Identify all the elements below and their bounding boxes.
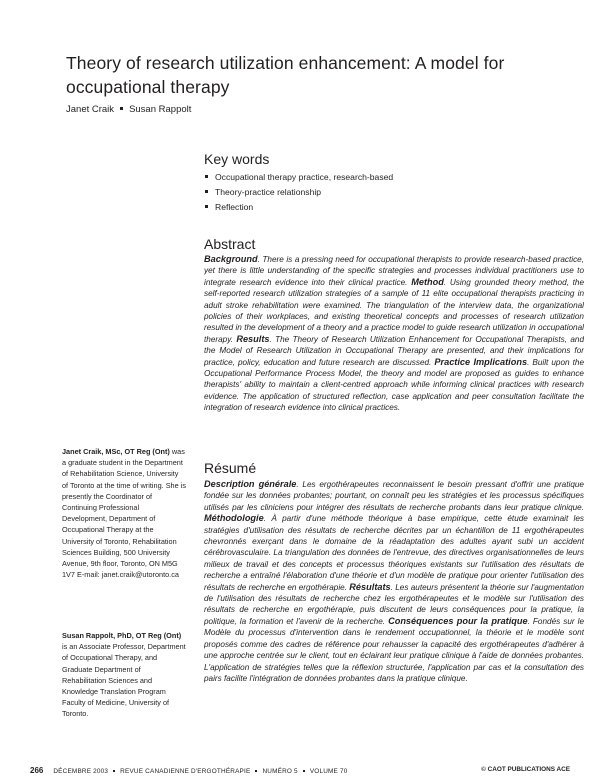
results-text: . The Theory of Research Utilization Enhancement for Occupational Therapists, and the Model of Research Utilization in Occupational Therapy are presented, and their implications for practice, policy, education and future research are discussed. bbox=[204, 334, 584, 367]
background-label: Background bbox=[204, 254, 258, 264]
resultats-text: . Les auteurs présentent la théorie sur l'augmentation de l'utilisation des résultats de recherche chez les ergothérapeutes et le modèle sur l'utilisation des résultats de recherche en ergothérapie, puis discutent de leurs conséquences pour la pratique, la politique, la formation et l'avenir de la recherche. bbox=[204, 582, 584, 626]
methodologie-text: . À partir d'une méthode théorique à base empirique, cette étude examinait les stratégies d'utilisation des résultats de recherche décrites par un échantillon de 11 ergothérapeutes chevronnés exerçant dans le domaine de la réadaptation des adultes ayant subi un accident cérébrovasculaire. La triangulation des données de l'entrevue, des directives organisationnelles de leurs milieux de travail et des concepts et processus théoriques existants sur l'utilisation des résultats de recherche a entraîné l'élaboration d'une théorie et d'un modèle de pratique pour orienter l'utilisation des résultats de recherche en ergothérapie. bbox=[204, 514, 584, 592]
footer-issue: NUMÉRO 5 bbox=[262, 768, 298, 775]
keywords-heading: Key words bbox=[204, 151, 270, 167]
bio-text: was a graduate student in the Department of Rehabilitation Science, University of Toronto at the time of writing. She is presently the Coordinator of Continuing Professional Development, Department of Occupational Therapy at the University of Toronto, Rehabilitation Sciences Building, 500 University Avenue, 9th floor, Toronto, ON M5G 1V7 E-mail: janet.craik@utoronto.ca bbox=[62, 447, 186, 580]
results-label: Results bbox=[236, 333, 270, 344]
resume-paragraph bbox=[204, 479, 584, 755]
footer-journal: REVUE CANADIENNE D'ERGOTHÉRAPIE bbox=[120, 768, 251, 775]
separator-square-icon bbox=[303, 770, 305, 772]
page-footer bbox=[30, 766, 570, 775]
keyword-item: Theory-practice relationship bbox=[204, 186, 393, 201]
description-label: Description générale bbox=[204, 479, 297, 489]
practice-implications-label: Practice Implications bbox=[434, 356, 528, 367]
separator-square-icon bbox=[120, 107, 123, 110]
method-text: . Using grounded theory method, the self-reported research utilization strategies of a sample of 11 elite occupational therapists practicing in adult stroke rehabilitation were examined. The triangulation of the interview data, the organizational policies of their workplaces, and existing theoretical concepts and processes of research utilization resulted in the development of a theory and a practice model to guide research utilization in occupational therapy. bbox=[204, 277, 584, 344]
footer-copyright: © CAOT PUBLICATIONS ACE bbox=[481, 766, 570, 773]
footer-volume: VOLUME 70 bbox=[309, 768, 348, 775]
keywords-list bbox=[204, 171, 393, 216]
background-text: . There is a pressing need for occupational therapists to provide research-based practice, yet there is little understanding of the specific strategies and processes individual practitioners use to integrate research evidence into their clinical practice. bbox=[204, 255, 584, 287]
methodologie-label: Méthodologie bbox=[204, 513, 264, 524]
article-title: Theory of research utilization enhancement: A model for occupational therapy bbox=[66, 53, 505, 97]
keyword-item: Reflection bbox=[204, 201, 393, 216]
author-bio-rappolt bbox=[62, 630, 186, 720]
consequences-text: . Fondés sur le Modèle du processus d'intervention dans le rendement occupationnel, la théorie et le modèle sont proposés comme des cadres de référence pour rehausser la capacité des ergothérapeutes d'adhérer à une approche centrée sur le client, tout en éclairant leur pratique clinique à l'aide de données probantes. L'application de stratégies telles que la réflexion structurée, l'application par cas et la consultation des pairs facilite l'intégration de données probantes dans la pratique clinique. bbox=[204, 616, 584, 683]
method-label: Method bbox=[411, 276, 444, 287]
author-name: Janet Craik bbox=[66, 104, 115, 115]
bio-name: Susan Rappolt, PhD, OT Reg (Ont) bbox=[62, 631, 182, 640]
author-line bbox=[66, 104, 191, 115]
description-text: . Les ergothérapeutes reconnaissent le besoin pressant d'offrir une pratique fondée sur les données probantes; pourtant, on connaît peu les stratégies et les processus spécifiques utilisés par les cliniciens pour intégrer des résultats de recherche probants dans leur pratique clinique. bbox=[204, 480, 584, 512]
author-name: Susan Rappolt bbox=[129, 104, 192, 115]
bio-name: Janet Craik, MSc, OT Reg (Ont) bbox=[62, 447, 170, 456]
footer-date: DÉCEMBRE 2003 bbox=[53, 768, 109, 775]
author-bio-craik bbox=[62, 446, 186, 580]
bio-text: is an Associate Professor, Department of Occupational Therapy, and Graduate Department of Rehabilitation Sciences and Knowledge Translation Program Faculty of Medicine, University of Toronto. bbox=[62, 642, 186, 719]
resultats-label: Résultats bbox=[349, 581, 391, 592]
separator-square-icon bbox=[255, 770, 257, 772]
abstract-heading: Abstract bbox=[204, 236, 256, 252]
abstract-paragraph bbox=[204, 254, 584, 440]
consequences-label: Conséquences pour la pratique bbox=[388, 615, 528, 626]
practice-implications-text: . Built upon the Occupational Performance Process Model, the theory and model are proposed as guides to enhance therapists' ability to maintain a client-centred approach while informing clinical practices with research evidence. The application of structured reflection, case application and peer consultation facilitate the integration of research evidence into clinical practices. bbox=[204, 357, 584, 413]
page-number: 266 bbox=[30, 766, 44, 775]
keyword-item: Occupational therapy practice, research-based bbox=[204, 171, 393, 186]
separator-square-icon bbox=[113, 770, 115, 772]
resume-heading: Résumé bbox=[204, 460, 257, 476]
